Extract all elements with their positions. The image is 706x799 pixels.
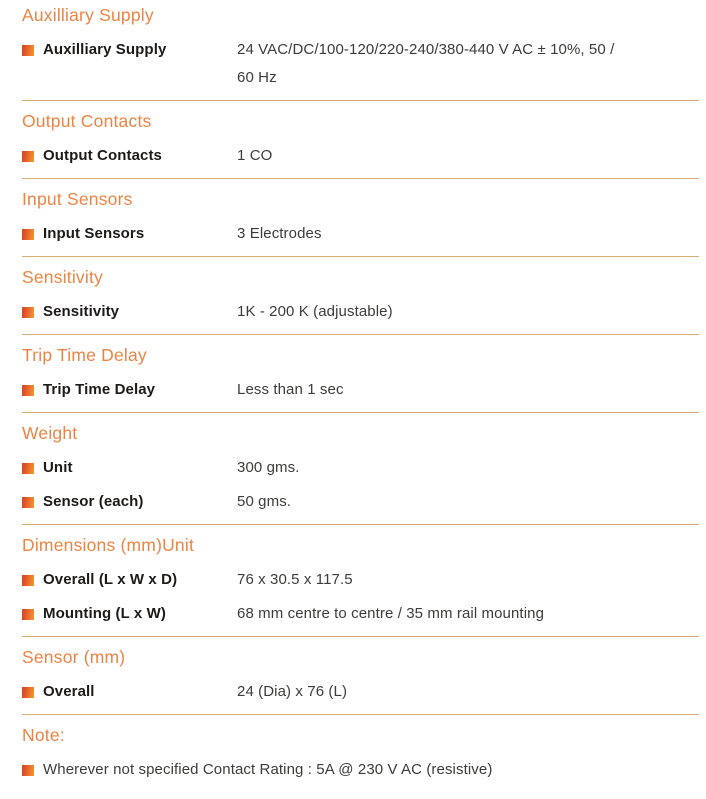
spec-row (22, 298, 706, 326)
spec-label-column (22, 488, 237, 516)
spec-label: Auxilliary Supply (43, 41, 167, 58)
spec-label-column (22, 678, 237, 706)
spec-value: 300 gms. (237, 459, 300, 476)
section-title-weight: Weight (22, 423, 78, 443)
section-dimensions-mm-unit (22, 525, 706, 628)
square-bullet-icon (22, 385, 34, 396)
square-bullet-icon (22, 687, 34, 698)
spec-label-column (22, 454, 237, 482)
section-output-contacts (22, 101, 706, 170)
spec-label: Sensor (each) (43, 493, 144, 510)
spec-row (22, 600, 706, 628)
spec-row (22, 36, 706, 92)
spec-label-column (22, 142, 237, 170)
spec-label-column (22, 298, 237, 326)
spec-label-column (22, 566, 237, 594)
spec-value: 3 Electrodes (237, 225, 322, 242)
spec-value: 24 VAC/DC/100-120/220-240/380-440 V AC ± 10%, 50 / 60 Hz (237, 41, 615, 86)
square-bullet-icon (22, 307, 34, 318)
spec-label: Trip Time Delay (43, 381, 156, 398)
spec-row (22, 220, 706, 248)
spec-value: 1 CO (237, 147, 273, 164)
square-bullet-icon (22, 575, 34, 586)
spec-label-column (22, 36, 237, 64)
spec-label-column (22, 220, 237, 248)
spec-value: 76 x 30.5 x 117.5 (237, 571, 353, 588)
spec-label: Unit (43, 459, 73, 476)
spec-label: Mounting (L x W) (43, 605, 166, 622)
spec-value: 24 (Dia) x 76 (L) (237, 683, 348, 700)
section-title-auxilliary-supply: Auxilliary Supply (22, 5, 154, 25)
section-note (22, 715, 706, 784)
section-title-trip-time-delay: Trip Time Delay (22, 345, 147, 365)
spec-label: Output Contacts (43, 147, 162, 164)
square-bullet-icon (22, 497, 34, 508)
square-bullet-icon (22, 765, 34, 776)
spec-label-column (22, 600, 237, 628)
section-auxilliary-supply (22, 0, 706, 92)
section-title-dimensions-mm-unit: Dimensions (mm)Unit (22, 535, 195, 555)
spec-row (22, 376, 706, 404)
spec-row (22, 678, 706, 706)
spec-row (22, 454, 706, 482)
spec-label: Input Sensors (43, 225, 145, 242)
section-title-sensitivity: Sensitivity (22, 267, 103, 287)
spec-label: Overall (L x W x D) (43, 571, 178, 588)
section-title-note: Note: (22, 725, 65, 745)
spec-label-column (22, 376, 237, 404)
square-bullet-icon (22, 229, 34, 240)
section-sensor-mm (22, 637, 706, 706)
spec-row (22, 142, 706, 170)
spec-label: Overall (43, 683, 95, 700)
section-weight (22, 413, 706, 516)
section-sensitivity (22, 257, 706, 326)
spec-value: 68 mm centre to centre / 35 mm rail mounting (237, 605, 545, 622)
spec-label: Sensitivity (43, 303, 120, 320)
spec-value: 50 gms. (237, 493, 292, 510)
section-title-output-contacts: Output Contacts (22, 111, 152, 131)
square-bullet-icon (22, 609, 34, 620)
note-text: Wherever not specified Contact Rating : 5A @ 230 V AC (resistive) (43, 761, 493, 778)
section-title-sensor-mm: Sensor (mm) (22, 647, 126, 667)
note-row (22, 756, 706, 784)
section-input-sensors (22, 179, 706, 248)
section-title-input-sensors: Input Sensors (22, 189, 133, 209)
square-bullet-icon (22, 151, 34, 162)
spec-row (22, 566, 706, 594)
spec-row (22, 488, 706, 516)
section-trip-time-delay (22, 335, 706, 404)
square-bullet-icon (22, 463, 34, 474)
square-bullet-icon (22, 45, 34, 56)
spec-value: 1K - 200 K (adjustable) (237, 303, 393, 320)
spec-value: Less than 1 sec (237, 381, 344, 398)
